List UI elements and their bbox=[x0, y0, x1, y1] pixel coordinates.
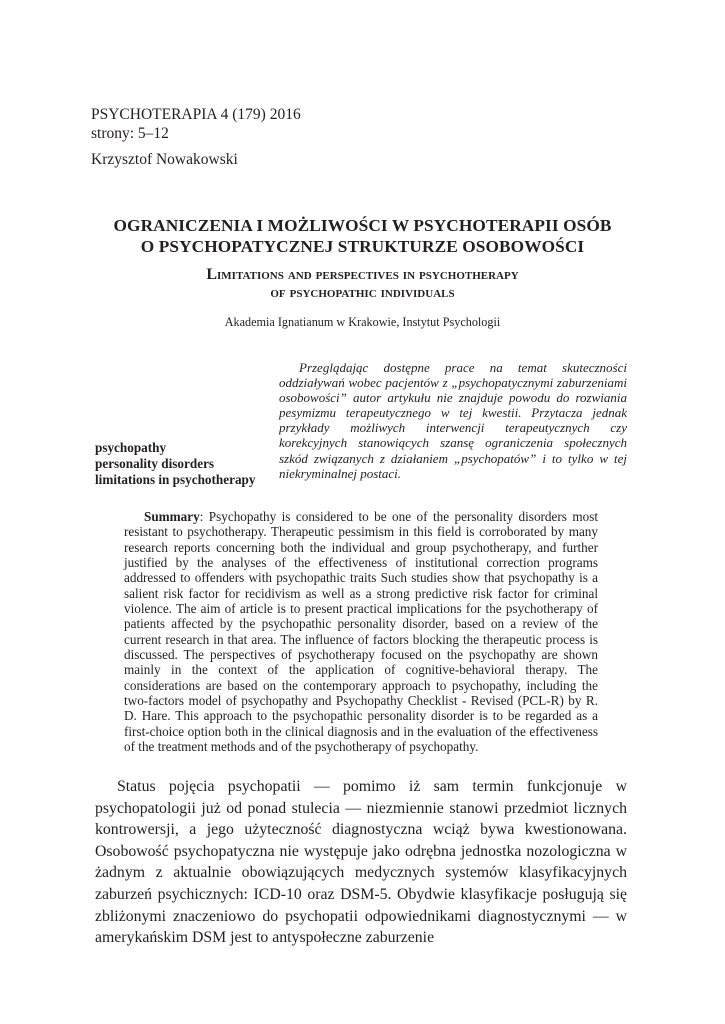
page-range: strony: 5–12 bbox=[91, 125, 169, 142]
english-title-line-2: of psychopathic individuals bbox=[270, 284, 455, 301]
keyword: limitations in psychotherapy bbox=[95, 472, 256, 487]
english-summary bbox=[124, 509, 598, 755]
summary-text: : Psychopathy is considered to be one of the personality disorders most resistant to psychotherapy. Therapeutic pessimism in this field is corroborated by many research reports concerning both the individual and group psychotherapy, and further justified by the analyses of the effectiveness of institutional correction programs addressed to offenders with psychopathic traits Such studies show that psychopathy is a salient risk factor for recidivism as well as a strong predictive risk factor for criminal violence. The aim of article is to present practical implications for the psychotherapy of patients affected by the psychopathic personality disorder, based on a review of the current research in that area. The influence of factors blocking the therapeutic process is discussed. The perspectives of psychotherapy focused on the psychopathy are shown mainly in the context of the application of cognitive-behavioral therapy. The considerations are based on the contemporary approach to psychopathy, including the two-factors model of psychopathy and Psychopathy Checklist - Revised (PCL-R) by R. D. Hare. This approach to the psychopathic personality disorder is to be regarded as a first-choice option both in the clinical diagnosis and in the evaluation of the effectiveness of the treatment methods and of the psychotherapy of psychopathy. bbox=[124, 509, 598, 755]
article-title-line-1: OGRANICZENIA I MOŻLIWOŚCI W PSYCHOTERAPII OSÓB bbox=[113, 216, 612, 235]
keyword: personality disorders bbox=[95, 456, 215, 471]
body-paragraph: Status pojęcia psychopatii — pomimo iż sam termin funkcjonuje w psychopatologii już od ponad stulecia — niezmiennie stanowi przedmiot licznych kontrowersji, a jego użyteczność diagnostyczna wciąż bywa kwestionowana. Osobowość psychopatyczna nie występuje jako odrębna jednostka nozologiczna w żadnym z aktualnie obowiązujących medycznych systemów klasyfikacyjnych zaburzeń psychicznych: ICD-10 oraz DSM-5. Obydwie klasyfikacje posługują się zbliżonymi znaczeniowo do psychopatii odpowiednikami diagnostycznymi — w amerykańskim DSM jest to antyspołeczne zaburzenie bbox=[95, 778, 627, 947]
summary-label: Summary bbox=[144, 509, 200, 524]
polish-abstract: Przeglądając dostępne prace na temat skuteczności oddziaływań wobec pacjentów z „psychopatycznymi zaburzeniami osobowości” autor artykułu nie znajduje powodu do rozwiania pesymizmu terapeutycznego w tej kwestii. Przytacza jednak przykłady możliwych interwencji terapeutycznych czy korekcyjnych stanowiących szansę ograniczenia społecznych szkód związanych z działaniem „psychopatów” i to tylko w tej niekryminalnej postaci. bbox=[279, 360, 627, 481]
author-name: Krzysztof Nowakowski bbox=[91, 151, 238, 168]
article-title-line-2: O PSYCHOPATYCZNEJ STRUKTURZE OSOBOWOŚCI bbox=[140, 237, 585, 256]
affiliation: Akademia Ignatianum w Krakowie, Instytut Psychologii bbox=[224, 315, 501, 329]
english-title-line-1: Limitations and perspectives in psychotherapy bbox=[206, 266, 519, 283]
keyword: psychopathy bbox=[95, 440, 167, 455]
journal-citation: PSYCHOTERAPIA 4 (179) 2016 bbox=[91, 106, 301, 123]
